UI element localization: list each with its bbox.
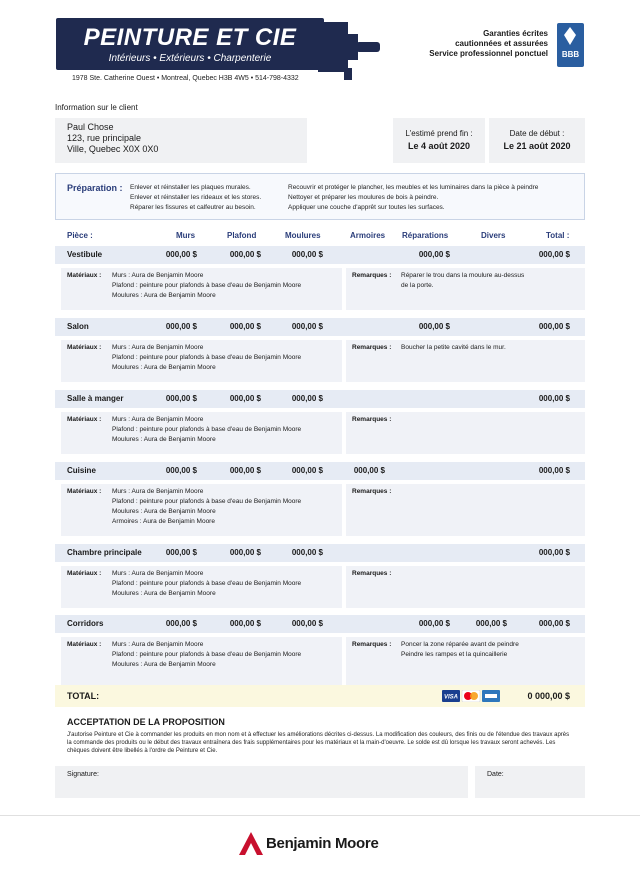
material-item: Moulures : Aura de Benjamin Moore <box>112 436 216 443</box>
materials-list <box>112 487 301 527</box>
cell-murs: 000,00 $ <box>165 548 197 557</box>
cell-total: 000,00 $ <box>538 250 570 259</box>
payment-cards-icon <box>442 690 502 702</box>
preparation-item: Enlever et réinstaller les plaques murales. <box>130 184 251 191</box>
material-item: Murs : Aura de Benjamin Moore <box>112 344 204 351</box>
table-row <box>55 246 585 264</box>
remarks-box <box>346 566 585 608</box>
room-name: Chambre principale <box>67 548 142 557</box>
cell-total: 000,00 $ <box>538 394 570 403</box>
room-detail <box>55 336 585 386</box>
table-row <box>55 318 585 336</box>
room-detail <box>55 633 585 693</box>
preparation-item: Enlever et réinstaller les rideaux et les stores. <box>130 194 262 201</box>
header-armoires: Armoires <box>350 231 386 240</box>
company-name: PEINTURE ET CIE <box>83 24 297 51</box>
material-item: Murs : Aura de Benjamin Moore <box>112 570 204 577</box>
guarantee-line: Service professionnel ponctuel <box>429 49 548 58</box>
remark-item: Poncer la zone réparée avant de peindre <box>401 641 519 648</box>
company-address: 1978 Ste. Catherine Ouest • Montreal, Quebec H3B 4W5 • 514-798-4332 <box>72 75 299 82</box>
company-banner <box>56 18 324 70</box>
materials-box <box>61 340 342 382</box>
preparation-item: Réparer les fissures et calfeutrer au besoin. <box>130 204 256 211</box>
signature-label: Signature: <box>67 771 99 778</box>
materials-list <box>112 415 301 445</box>
header-plafond: Plafond <box>227 231 257 240</box>
guarantee-line: cautionnées et assurées <box>455 39 548 48</box>
cell-total: 000,00 $ <box>538 466 570 475</box>
materials-label: Matériaux : <box>67 641 102 648</box>
remarks-label: Remarques : <box>352 488 392 495</box>
header-divers: Divers <box>481 231 506 240</box>
remarks-box <box>346 637 585 689</box>
room-detail <box>55 562 585 612</box>
cell-moulures: 000,00 $ <box>291 322 323 331</box>
remarks-label: Remarques : <box>352 641 392 648</box>
client-label: Information sur le client <box>55 103 138 112</box>
cell-moulures: 000,00 $ <box>291 548 323 557</box>
benjamin-moore-logo <box>238 830 408 858</box>
cell-moulures: 000,00 $ <box>291 466 323 475</box>
cell-plafond: 000,00 $ <box>229 466 261 475</box>
start-date-value: Le 21 août 2020 <box>503 141 571 151</box>
header-reparations: Réparations <box>402 231 449 240</box>
remark-item: Réparer le trou dans la moulure au-dessus <box>401 272 525 279</box>
room-detail <box>55 408 585 458</box>
client-name: Paul Chose <box>67 122 114 132</box>
materials-box <box>61 566 342 608</box>
cell-murs: 000,00 $ <box>165 619 197 628</box>
client-street: 123, rue principale <box>67 133 142 143</box>
material-item: Moulures : Aura de Benjamin Moore <box>112 508 216 515</box>
remarks-box <box>346 268 585 310</box>
header <box>0 0 640 95</box>
remarks-label: Remarques : <box>352 344 392 351</box>
materials-box <box>61 484 342 536</box>
cell-plafond: 000,00 $ <box>229 250 261 259</box>
company-tagline: Intérieurs • Extérieurs • Charpenterie <box>108 53 272 64</box>
bbb-text: BBB <box>561 50 580 59</box>
remarks-list <box>401 271 581 291</box>
client-box <box>55 118 307 163</box>
room-name: Salon <box>67 322 89 331</box>
preparation-item: Nettoyer et préparer les moulures de bois à peindre. <box>288 194 439 201</box>
cell-plafond: 000,00 $ <box>229 322 261 331</box>
end-date-value: Le 4 août 2020 <box>407 141 471 151</box>
room-name: Vestibule <box>67 250 103 259</box>
room-detail <box>55 480 585 540</box>
remark-item: Peindre les rampes et la quincaillerie <box>401 651 508 658</box>
header-total: Total : <box>546 231 570 240</box>
remark-item: de la porte. <box>401 282 434 289</box>
material-item: Murs : Aura de Benjamin Moore <box>112 488 204 495</box>
cell-murs: 000,00 $ <box>165 322 197 331</box>
material-item: Plafond : peinture pour plafonds à base d'eau de Benjamin Moore <box>112 498 302 505</box>
remarks-list <box>401 640 581 660</box>
cell-murs: 000,00 $ <box>165 250 197 259</box>
benjamin-moore-mark-icon <box>238 830 264 856</box>
cell-total: 000,00 $ <box>538 322 570 331</box>
remarks-box <box>346 484 585 536</box>
svg-text:VISA: VISA <box>443 694 459 701</box>
benjamin-moore-text: Benjamin Moore <box>266 835 379 852</box>
remarks-label: Remarques : <box>352 272 392 279</box>
materials-label: Matériaux : <box>67 416 102 423</box>
remarks-list <box>401 343 581 353</box>
preparation-title: Préparation : <box>67 183 123 193</box>
material-item: Plafond : peinture pour plafonds à base d'eau de Benjamin Moore <box>112 580 302 587</box>
acceptance-text: J'autorise Peinture et Cie à commander les produits en mon nom et à effectuer les améliorations décrites ci-dessus. La modification des couleurs, des finis ou de l'étendue des travaux après la commande des produits ou le début des travaux entraînera des frais supplémentaires pour les matériaux et la main-d'oeuvre. Le solde est dû lorsque les travaux seront achevés. Les chèques doivent être libellés à l'ordre de Peinture et Cie. <box>67 732 570 754</box>
preparation-item: Recouvrir et protéger le plancher, les meubles et les luminaires dans la pièce à peindre <box>288 184 539 191</box>
remarks-box <box>346 412 585 454</box>
total-label: TOTAL: <box>67 691 100 701</box>
cell-total: 000,00 $ <box>538 619 570 628</box>
header-piece: Pièce : <box>67 231 93 240</box>
client-city: Ville, Quebec X0X 0X0 <box>67 144 159 154</box>
material-item: Moulures : Aura de Benjamin Moore <box>112 364 216 371</box>
cell-moulures: 000,00 $ <box>291 619 323 628</box>
material-item: Moulures : Aura de Benjamin Moore <box>112 292 216 299</box>
material-item: Murs : Aura de Benjamin Moore <box>112 641 204 648</box>
material-item: Murs : Aura de Benjamin Moore <box>112 416 204 423</box>
materials-box <box>61 637 342 689</box>
remark-item: Boucher la petite cavité dans le mur. <box>401 344 506 351</box>
table-row <box>55 615 585 633</box>
cell-divers: 000,00 $ <box>475 619 507 628</box>
table-header <box>55 229 585 243</box>
cell-plafond: 000,00 $ <box>229 619 261 628</box>
guarantees <box>400 29 548 59</box>
remarks-box <box>346 340 585 382</box>
date-label: Date: <box>487 771 504 778</box>
material-item: Moulures : Aura de Benjamin Moore <box>112 661 216 668</box>
cell-reparations: 000,00 $ <box>418 619 450 628</box>
room-name: Cuisine <box>67 466 96 475</box>
start-date-label: Date de début : <box>509 129 565 138</box>
remarks-label: Remarques : <box>352 416 392 423</box>
material-item: Plafond : peinture pour plafonds à base d'eau de Benjamin Moore <box>112 651 302 658</box>
preparation-item: Appliquer une couche d'apprêt sur toutes les surfaces. <box>288 204 445 211</box>
materials-label: Matériaux : <box>67 344 102 351</box>
preparation-col-2 <box>288 183 538 213</box>
cell-reparations: 000,00 $ <box>418 250 450 259</box>
cell-plafond: 000,00 $ <box>229 548 261 557</box>
cell-moulures: 000,00 $ <box>291 250 323 259</box>
preparation-col-1 <box>130 183 261 213</box>
materials-box <box>61 268 342 310</box>
acceptance-title: ACCEPTATION DE LA PROPOSITION <box>67 717 225 727</box>
header-murs: Murs <box>176 231 196 240</box>
materials-list <box>112 271 301 301</box>
preparation-box <box>55 173 585 220</box>
header-moulures: Moulures <box>285 231 321 240</box>
material-item: Plafond : peinture pour plafonds à base d'eau de Benjamin Moore <box>112 282 302 289</box>
cell-murs: 000,00 $ <box>165 394 197 403</box>
materials-list <box>112 569 301 599</box>
guarantee-line: Garanties écrites <box>483 29 548 38</box>
material-item: Armoires : Aura de Benjamin Moore <box>112 518 215 525</box>
total-bar <box>55 685 585 707</box>
room-detail <box>55 264 585 314</box>
bbb-torch-icon <box>557 23 584 49</box>
room-name: Salle à manger <box>67 394 124 403</box>
bbb-logo <box>557 23 584 67</box>
material-item: Plafond : peinture pour plafonds à base d'eau de Benjamin Moore <box>112 354 302 361</box>
materials-list <box>112 640 301 670</box>
room-name: Corridors <box>67 619 104 628</box>
cell-moulures: 000,00 $ <box>291 394 323 403</box>
footer-divider <box>0 815 640 816</box>
table-row <box>55 390 585 408</box>
total-value: 0 000,00 $ <box>527 691 570 701</box>
cell-murs: 000,00 $ <box>165 466 197 475</box>
materials-label: Matériaux : <box>67 272 102 279</box>
paint-roller-icon <box>318 20 388 80</box>
materials-box <box>61 412 342 454</box>
materials-label: Matériaux : <box>67 488 102 495</box>
signature-field[interactable] <box>55 766 468 798</box>
end-date-label: L'estimé prend fin : <box>405 129 473 138</box>
material-item: Plafond : peinture pour plafonds à base d'eau de Benjamin Moore <box>112 426 302 433</box>
materials-list <box>112 343 301 373</box>
table-row <box>55 462 585 480</box>
table-row <box>55 544 585 562</box>
cell-armoires: 000,00 $ <box>353 466 385 475</box>
materials-label: Matériaux : <box>67 570 102 577</box>
start-date-box <box>489 118 585 163</box>
material-item: Moulures : Aura de Benjamin Moore <box>112 590 216 597</box>
remarks-label: Remarques : <box>352 570 392 577</box>
cell-plafond: 000,00 $ <box>229 394 261 403</box>
cell-reparations: 000,00 $ <box>418 322 450 331</box>
end-date-box <box>393 118 485 163</box>
material-item: Murs : Aura de Benjamin Moore <box>112 272 204 279</box>
cell-total: 000,00 $ <box>538 548 570 557</box>
date-field[interactable] <box>475 766 585 798</box>
